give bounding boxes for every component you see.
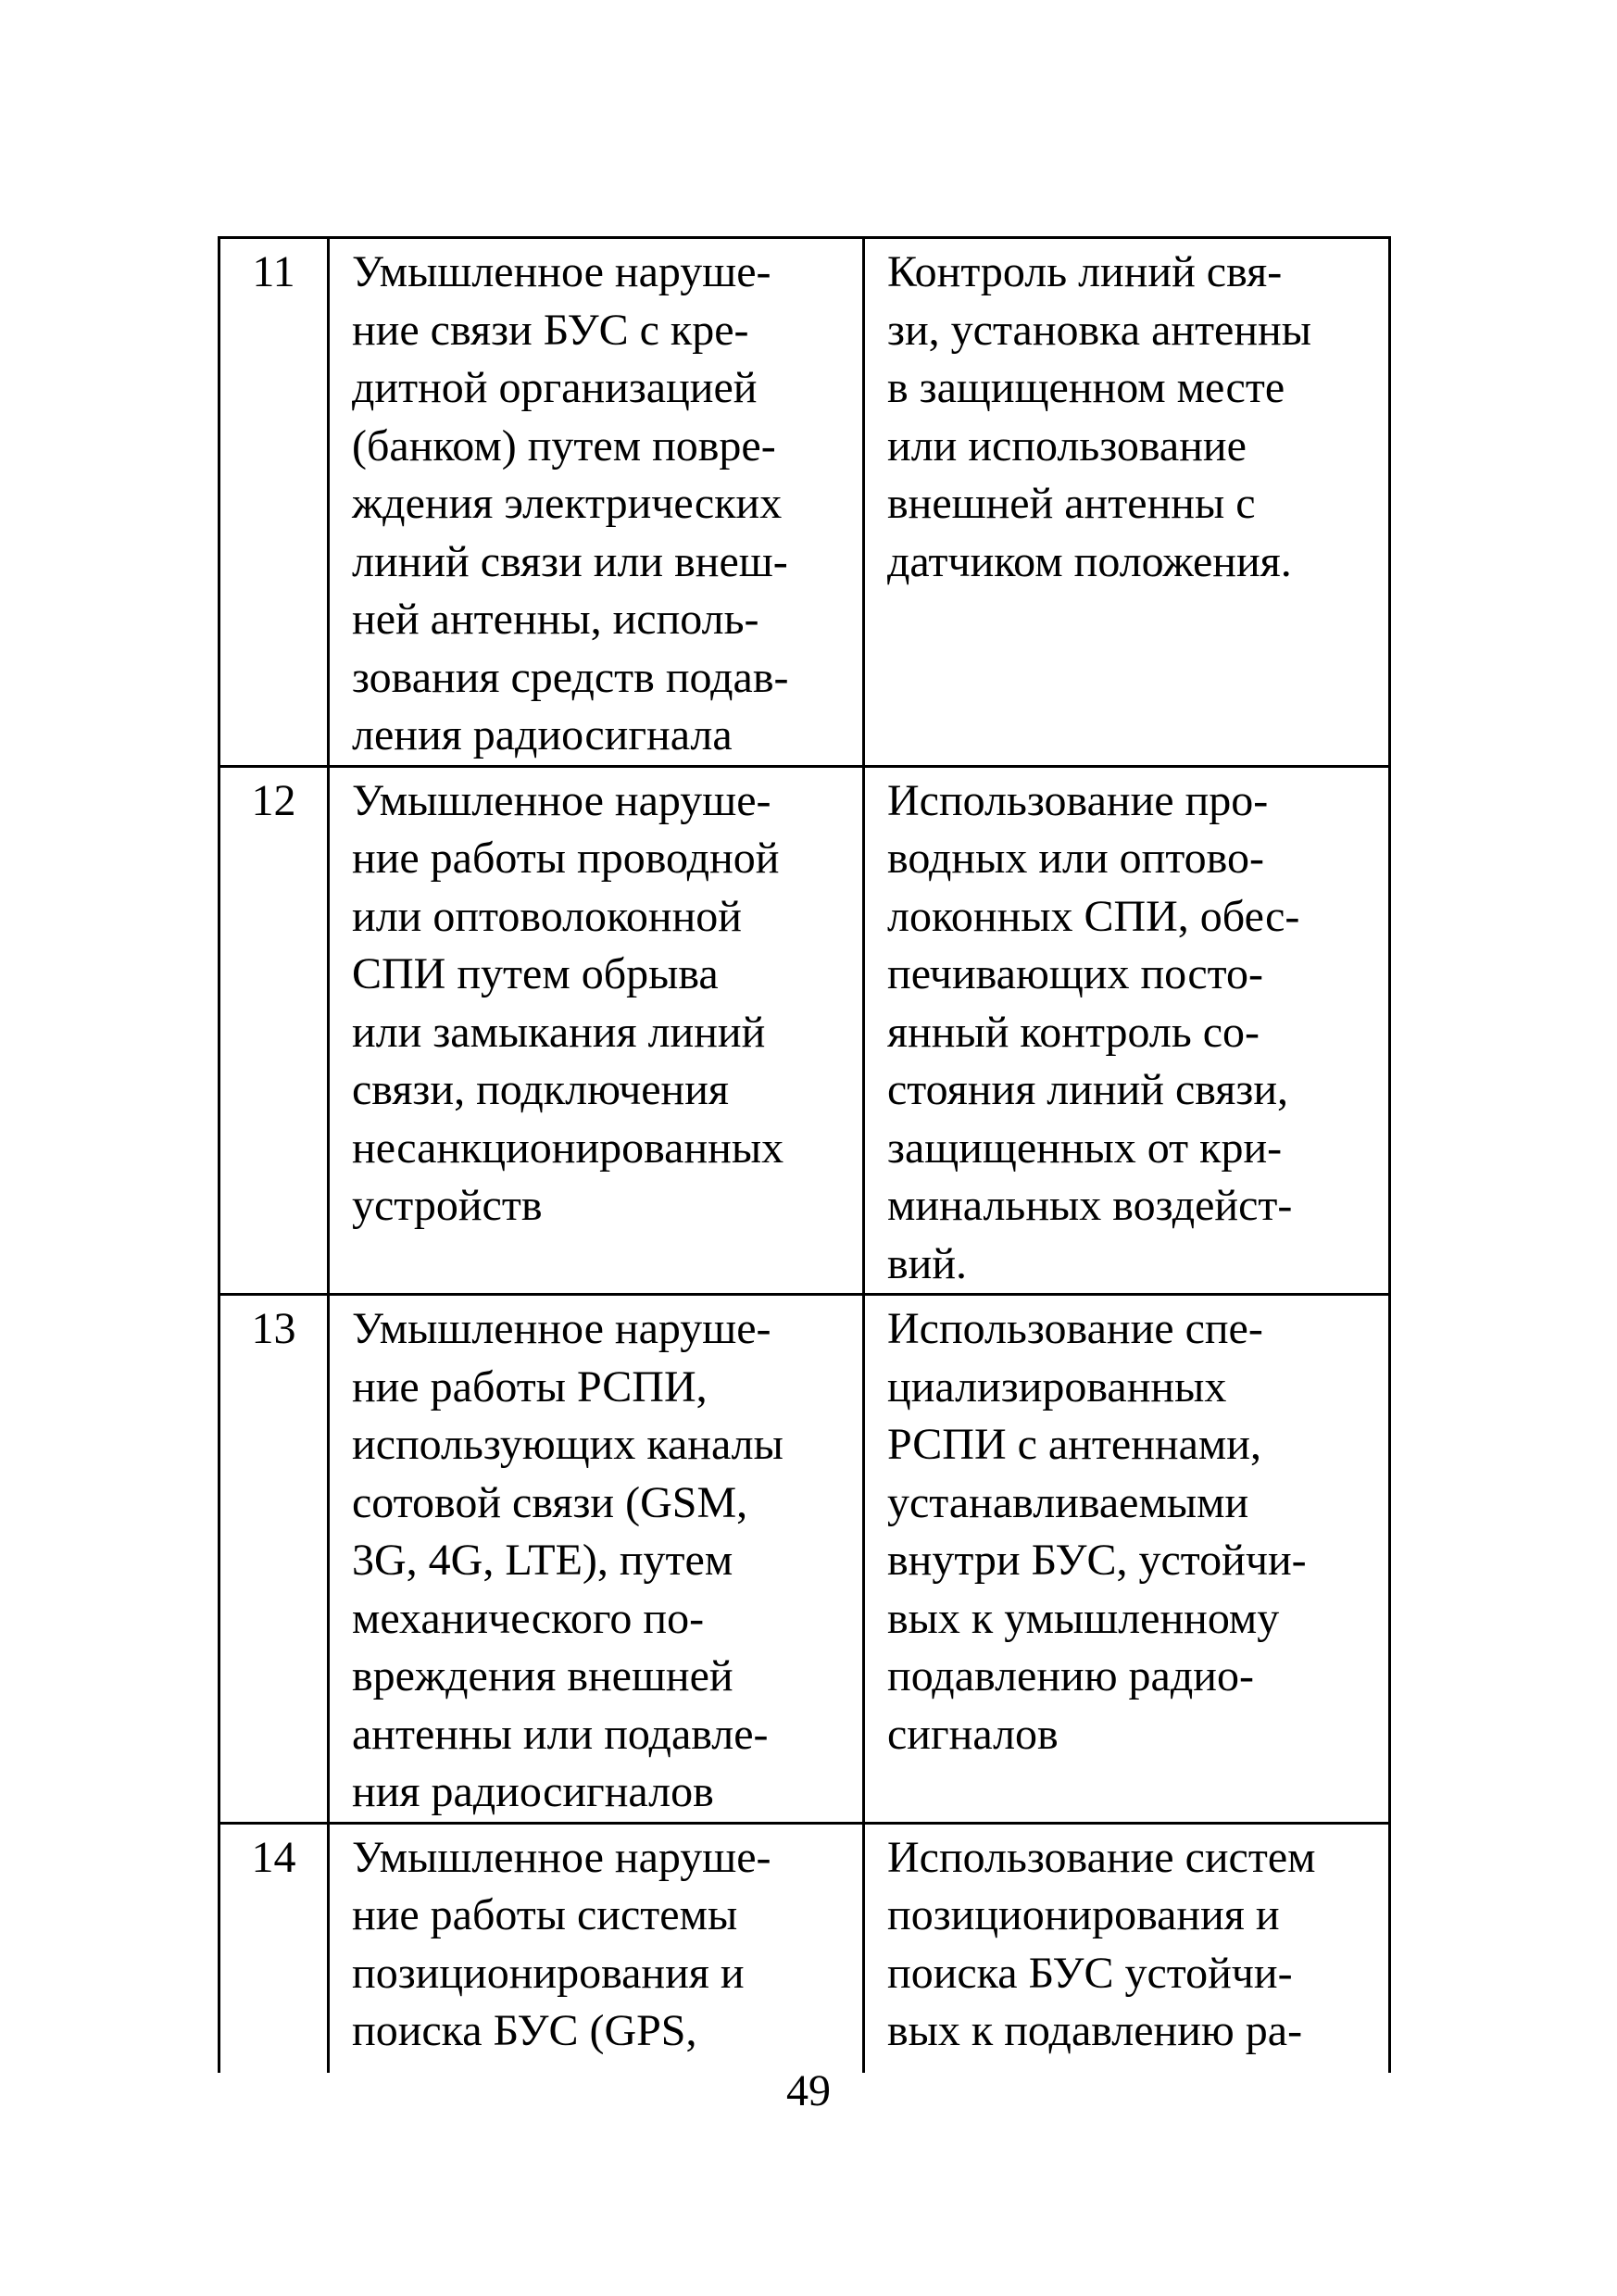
measure-line: устанавливаемыми [887, 1477, 1249, 1527]
table-row [219, 766, 1390, 1295]
description-line: ние связи БУС с кре- [352, 305, 749, 355]
description-line: ние работы РСПИ, [352, 1361, 708, 1411]
description-line: СПИ путем обрыва [352, 949, 719, 998]
row-number: 13 [251, 1304, 296, 1353]
row-number: 11 [252, 247, 295, 296]
description-line: ней антенны, исполь- [352, 595, 759, 644]
description-line: несанкционированных [352, 1123, 784, 1173]
description-line: ние работы проводной [352, 834, 780, 883]
measure-line: Использование систем [887, 1832, 1316, 1882]
measure-line: зи, установка антенны [887, 305, 1311, 355]
table-row [219, 1295, 1390, 1824]
description-line: использующих каналы [352, 1420, 783, 1469]
description-line: ния радиосигналов [352, 1767, 714, 1816]
description-line: 3G, 4G, LTE), путем [352, 1536, 733, 1585]
measure-line: позиционирования и [887, 1890, 1280, 1939]
measure-line: подавлению радио- [887, 1651, 1254, 1700]
measure-line: сигналов [887, 1709, 1059, 1759]
countermeasure-cell [864, 766, 1390, 1295]
description-line: (банком) путем повре- [352, 420, 776, 470]
measure-line: вых к подавлению ра- [887, 2006, 1303, 2055]
measure-line: циализированных [887, 1361, 1227, 1411]
measure-line: или использование [887, 420, 1247, 470]
description-line: устройств [352, 1181, 543, 1230]
threat-description-cell [329, 1823, 864, 2073]
table-row [219, 238, 1390, 767]
description-line: связи, подключения [352, 1065, 729, 1114]
measure-line: внешней антенны с [887, 479, 1256, 528]
measure-line: поиска БУС устойчи- [887, 1948, 1293, 1998]
description-line: механического по- [352, 1593, 705, 1643]
description-line: вреждения внешней [352, 1651, 733, 1700]
measure-line: печивающих посто- [887, 949, 1263, 998]
countermeasure-cell [864, 238, 1390, 767]
measure-line: стояния линий связи, [887, 1065, 1289, 1114]
threats-measures-table [218, 236, 1391, 2073]
description-line: ние работы системы [352, 1890, 738, 1939]
measure-line: Использование спе- [887, 1304, 1263, 1353]
measure-line: Контроль линий свя- [887, 247, 1283, 296]
description-line: Умышленное наруше- [352, 775, 771, 825]
measure-line: в защищенном месте [887, 363, 1285, 412]
row-number-cell [219, 1823, 329, 2073]
row-number-cell [219, 1295, 329, 1824]
page-number: 49 [786, 2066, 831, 2115]
description-line: или оптоволоконной [352, 891, 742, 941]
measure-line: РСПИ с антеннами, [887, 1420, 1261, 1469]
measure-line: защищенных от кри- [887, 1123, 1283, 1173]
measure-line: внутри БУС, устойчи- [887, 1536, 1307, 1585]
description-line: антенны или подавле- [352, 1709, 769, 1759]
row-number: 14 [251, 1832, 296, 1882]
measure-line: локонных СПИ, обес- [887, 891, 1300, 941]
measure-line: минальных воздейст- [887, 1181, 1293, 1230]
threat-description-cell [329, 1295, 864, 1824]
table-row [219, 1823, 1390, 2073]
description-line: линий связи или внеш- [352, 536, 788, 586]
description-line: ждения электрических [352, 479, 783, 528]
description-line: зования средств подав- [352, 652, 789, 702]
measure-line: водных или оптово- [887, 834, 1264, 883]
measure-line: датчиком положения. [887, 536, 1292, 586]
countermeasure-cell [864, 1823, 1390, 2073]
row-number: 12 [251, 775, 296, 825]
description-line: Умышленное наруше- [352, 247, 771, 296]
description-line: ления радиосигнала [352, 710, 733, 759]
measure-line: вий. [887, 1238, 968, 1288]
description-line: сотовой связи (GSM, [352, 1477, 748, 1527]
description-line: поиска БУС (GPS, [352, 2006, 697, 2055]
description-line: позиционирования и [352, 1948, 745, 1998]
measure-line: Использование про- [887, 775, 1269, 825]
threat-description-cell [329, 238, 864, 767]
threat-description-cell [329, 766, 864, 1295]
description-line: Умышленное наруше- [352, 1304, 771, 1353]
description-line: или замыкания линий [352, 1007, 766, 1057]
countermeasure-cell [864, 1295, 1390, 1824]
description-line: дитной организацией [352, 363, 758, 412]
measure-line: вых к умышленному [887, 1593, 1280, 1643]
measure-line: янный контроль со- [887, 1007, 1260, 1057]
row-number-cell [219, 766, 329, 1295]
row-number-cell [219, 238, 329, 767]
description-line: Умышленное наруше- [352, 1832, 771, 1882]
